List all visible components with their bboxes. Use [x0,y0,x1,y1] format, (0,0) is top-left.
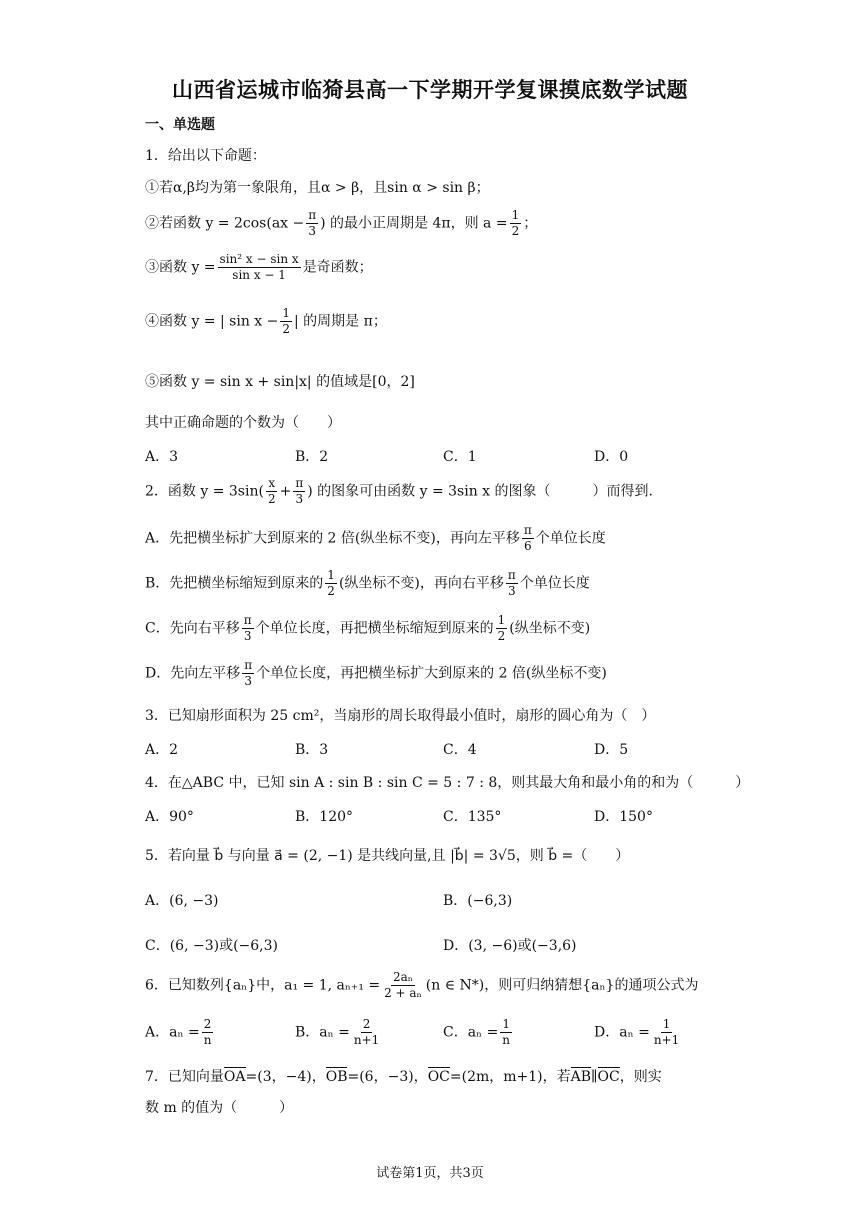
fraction: $\frac{1}{2}$ [282,306,291,336]
fraction: $\frac{\pi}{3}$ [244,658,253,688]
q6-option-a: A．aₙ = $\frac{2}{n}$ [145,1017,212,1047]
q5-stem: 5．若向量 b⃗ 与向量 a⃗ = (2, −1) 是共线向量,且 |b⃗| = 3√5，则 b⃗ =（ ） [145,848,630,864]
section-heading: 一、单选题 [145,117,215,133]
fraction: $\frac{\pi}{3}$ [295,476,304,506]
fraction: $\frac{2}{n+1}$ [353,1017,380,1047]
q1-option-d: D．0 [594,449,629,465]
vector-oc: OC [427,1069,450,1085]
q5-option-b: B．(−6,3) [443,893,513,909]
q7-stem-line2: 数 m 的值为（ ） [145,1100,294,1116]
q2-stem: 2．函数 y = 3sin( $\frac{x}{2}$ + $\frac{\pi}{3}$ ) 的图象可由函数 y = 3sin x 的图象（ ）而得到. [145,476,653,506]
vector-oa: OA [223,1069,246,1085]
q2-option-a: A．先把横坐标扩大到原来的 2 倍(纵坐标不变)，再向左平移 $\frac{\pi}{6}$ 个单位长度 [145,523,606,553]
q2-option-d: D．先向左平移 $\frac{\pi}{3}$ 个单位长度，再把横坐标扩大到原来的 2 倍(纵坐标不变) [145,658,607,688]
q2-option-c: C．先向右平移 $\frac{\pi}{3}$ 个单位长度，再把横坐标缩短到原来的 $\frac{1}{2}$ (纵坐标不变) [145,613,591,643]
q4-option-b: B．120° [295,809,354,825]
q6-option-d: D．aₙ = $\frac{1}{n+1}$ [594,1017,680,1047]
fraction: $\frac{1}{2}$ [327,568,335,598]
q5-option-a: A．(6, −3) [145,893,219,909]
q1-option-c: C．1 [443,449,477,465]
vector-ab: AB [570,1069,592,1085]
vector-oc-2: OC [597,1069,620,1085]
q1-ask: 其中正确命题的个数为（ ） [145,415,341,431]
q5-option-d: D．(3, −6)或(−3,6) [443,938,577,954]
q4-option-a: A．90° [145,809,194,825]
q1-proposition-2: ②若函数 y = 2cos(ax − $\frac{\pi}{3}$ ) 的最小正周期是 4π，则 a = $\frac{1}{2}$ ； [145,208,538,238]
fraction: $\frac{2}{n}$ [203,1017,212,1047]
fraction: $\frac{\pi}{3}$ [243,613,252,643]
q1-option-b: B．2 [295,449,329,465]
fraction: $\frac{\pi}{3}$ [308,208,317,238]
q5-option-c: C．(6, −3)或(−6,3) [145,938,278,954]
fraction: $\frac{1}{n+1}$ [653,1017,680,1047]
q1-proposition-1: ①若α,β均为第一象限角，且α > β，且sin α > sin β； [145,180,490,196]
q3-stem: 3．已知扇形面积为 25 cm²，当扇形的周长取得最小值时，扇形的圆心角为（ ） [145,708,656,724]
fraction: $\frac{1}{n}$ [502,1017,511,1047]
q1-proposition-5: ⑤函数 y = sin x + sin|x| 的值域是[0，2] [145,374,415,390]
q3-option-c: C．4 [443,742,477,758]
q1-proposition-3: ③函数 y = $\frac{\text{sin² x − sin x}}{\text{sin x − 1}}$ 是奇函数； [145,252,373,282]
fraction: $\frac{1}{2}$ [511,208,520,238]
q7-stem-line1: 7．已知向量OA=(3，−4)，OB=(6，−3)，OC=(2m，m+1)，若AB∥OC，则实 [145,1069,662,1085]
fraction: $\frac{\text{sin² x − sin x}}{\text{sin x − 1}}$ [219,252,299,282]
q1-proposition-4: ④函数 y = | sin x − $\frac{1}{2}$ | 的周期是 π； [145,306,387,336]
fraction: $\frac{\text{2aₙ}}{\text{2 + aₙ}}$ [384,970,422,1000]
q3-option-d: D．5 [594,742,629,758]
page-title: 山西省运城市临猗县高一下学期开学复课摸底数学试题 [172,78,688,102]
q2-option-b: B．先把横坐标缩短到原来的 $\frac{1}{2}$ (纵坐标不变)，再向右平移 $\frac{\pi}{3}$ 个单位长度 [145,568,590,598]
q1-option-a: A．3 [145,449,179,465]
page-footer: 试卷第1页，共3页 [376,1166,484,1181]
q1-stem: 1．给出以下命题： [145,148,266,164]
q6-option-b: B．aₙ = $\frac{2}{n+1}$ [295,1017,380,1047]
q4-stem: 4．在△ABC 中，已知 sin A : sin B : sin C = 5 : 7 : 8，则其最大角和最小角的和为（ ） [145,775,750,791]
fraction: $\frac{x}{2}$ [267,476,276,506]
q4-option-d: D．150° [594,809,653,825]
q6-option-c: C．aₙ = $\frac{1}{n}$ [443,1017,511,1047]
fraction: $\frac{\pi}{3}$ [507,568,516,598]
fraction: $\frac{1}{2}$ [497,613,506,643]
q4-option-c: C．135° [443,809,502,825]
q3-option-b: B．3 [295,742,329,758]
q3-option-a: A．2 [145,742,179,758]
vector-ob: OB [325,1069,348,1085]
q6-stem: 6．已知数列{aₙ}中，a₁ = 1, aₙ₊₁ = $\frac{\text{2aₙ}}{\text{2 + aₙ}}$ (n ∈ N*)，则可归纳猜想{aₙ}的通项公式为 [145,970,699,1000]
fraction: $\frac{\pi}{6}$ [523,523,532,553]
